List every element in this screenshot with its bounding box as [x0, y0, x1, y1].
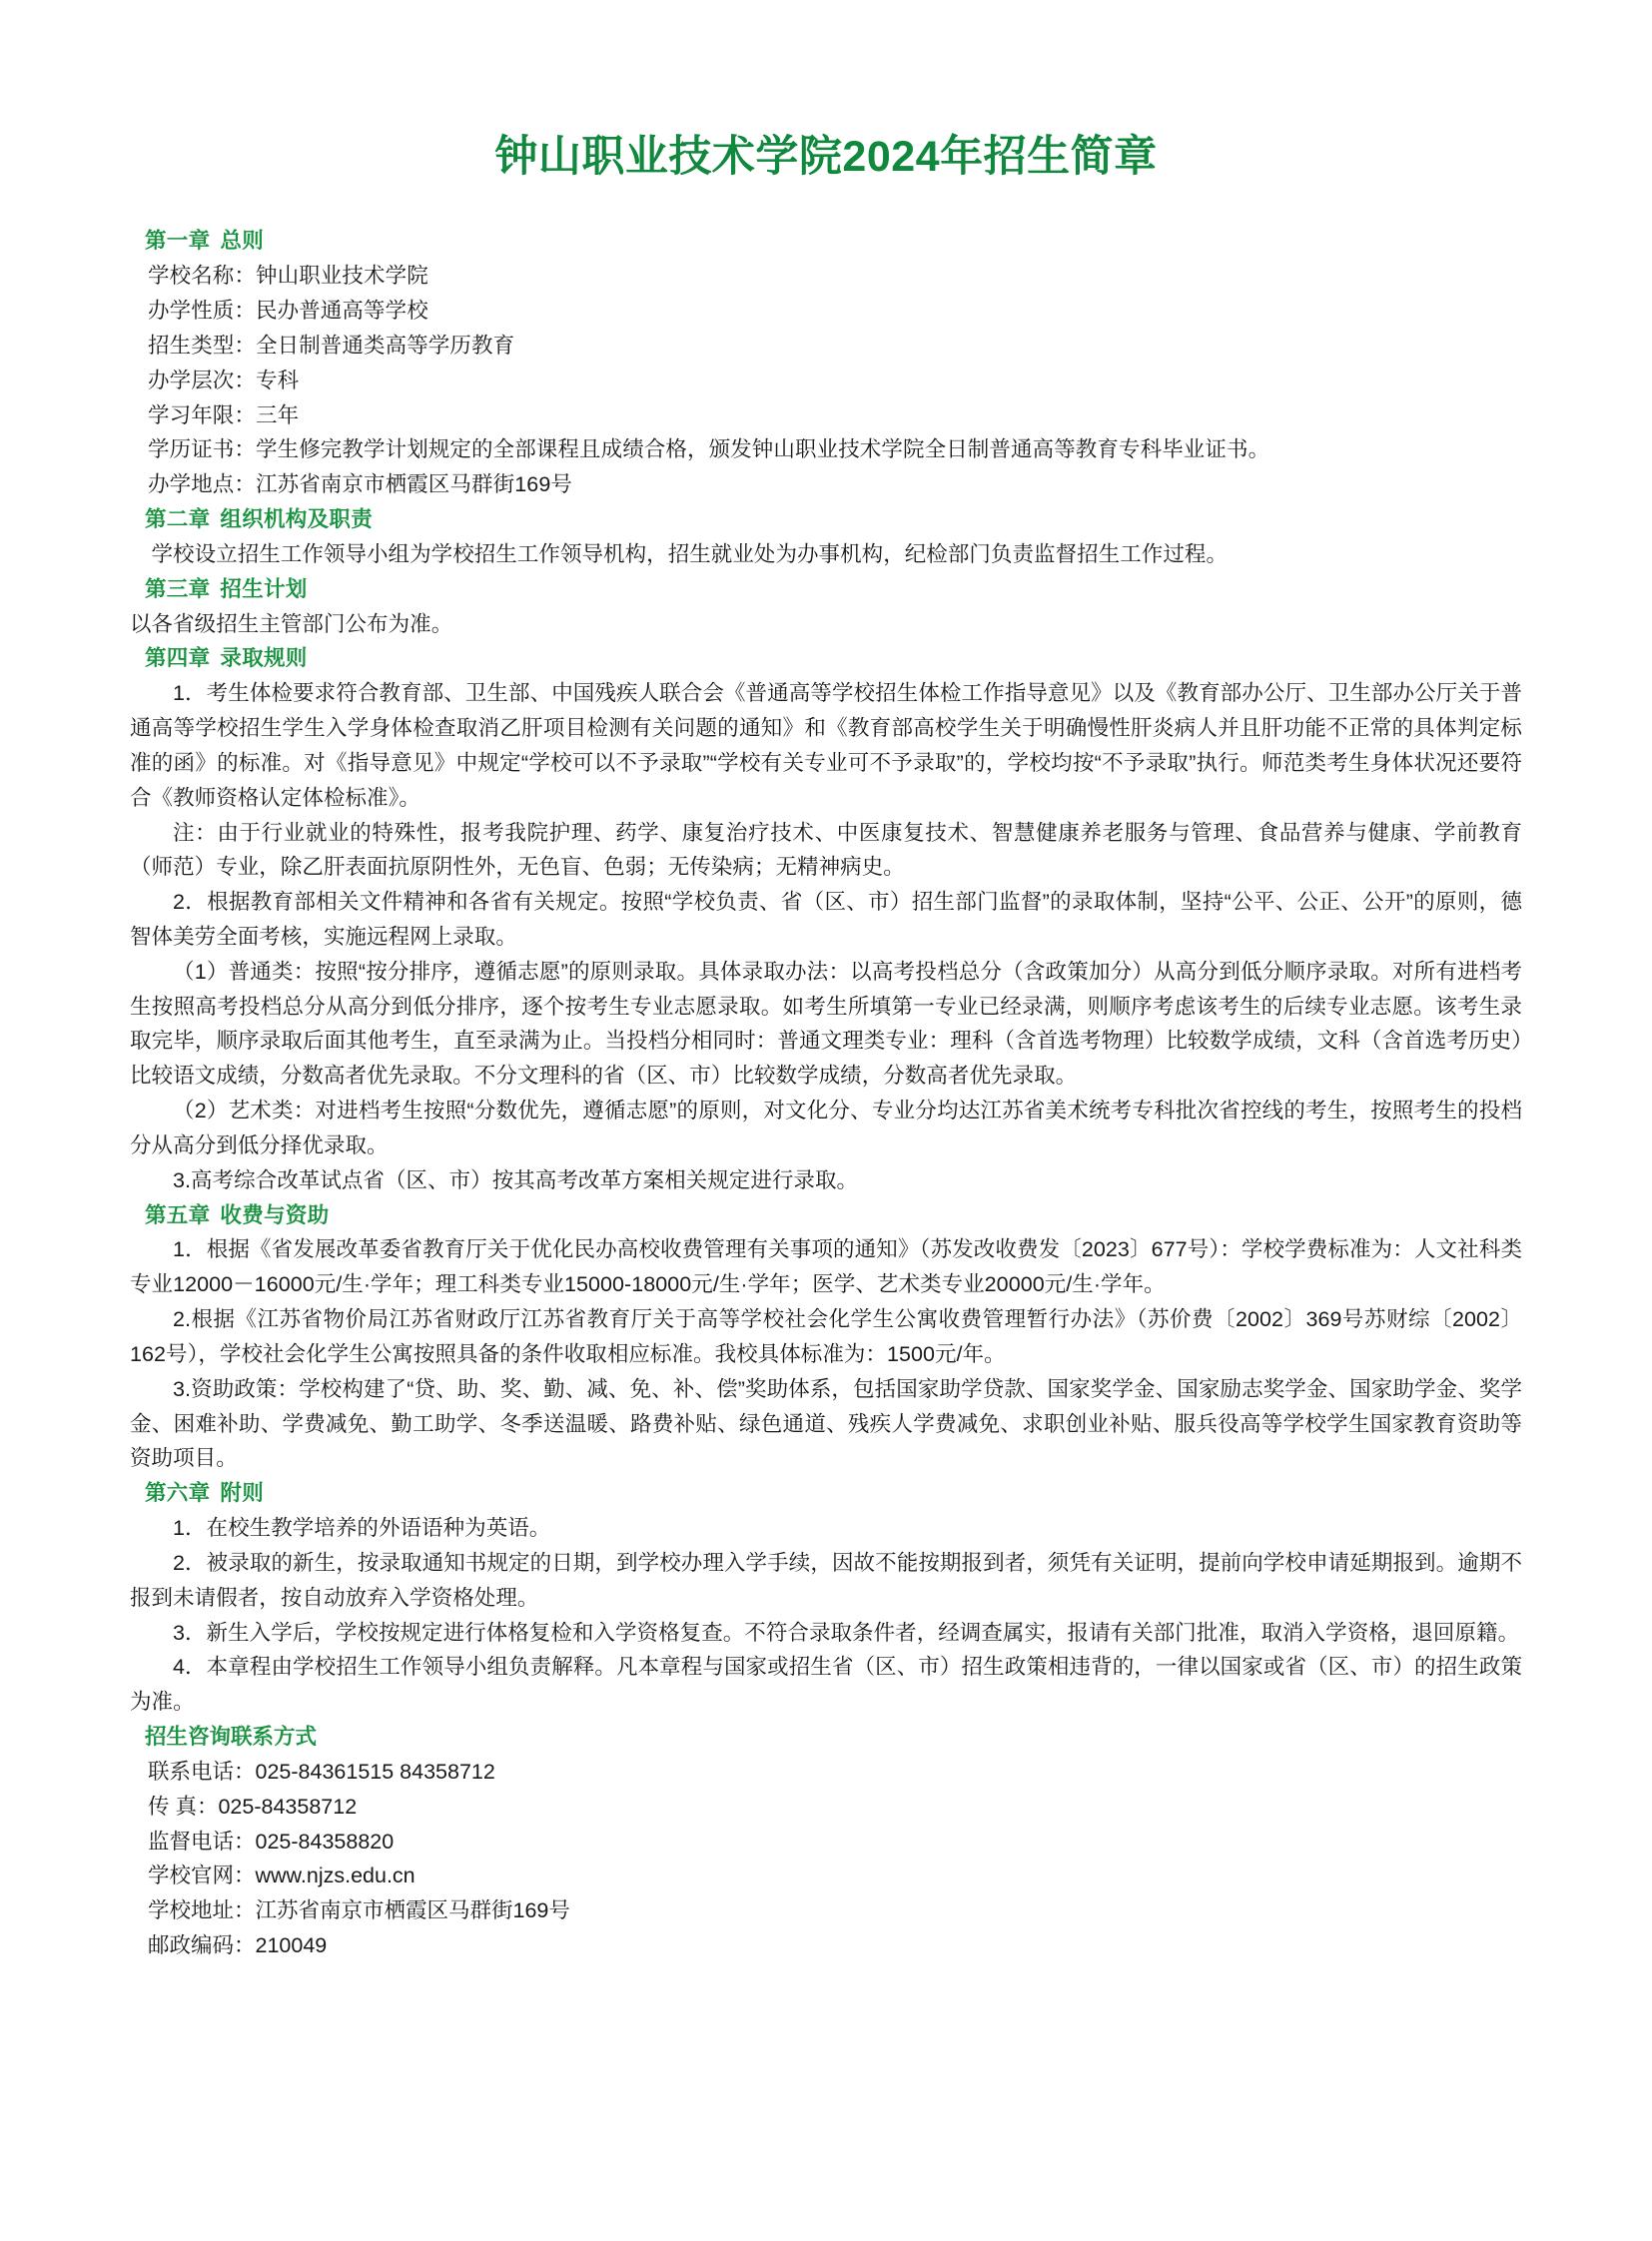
- chapter-2-name: 组织机构及职责: [220, 507, 374, 532]
- document-body: [0, 224, 1652, 1962]
- contact-supervision-phone: 监督电话：025-84358820: [148, 1829, 395, 1854]
- chapter-4-paragraph-1: 1．考生体检要求符合教育部、卫生部、中国残疾人联合会《普通高等学校招生体检工作指导意见》以及《教育部办公厅、卫生部办公厅关于普通高等学校招生学生入学身体检查取消乙肝项目检测有关问题的通知》和《教育部高校学生关于明确慢性肝炎病人并且肝功能不正常的具体判定标准的函》的标准。对《指导意见》中规定“学校可以不予录取”“学校有关专业可不予录取”的，学校均按“不予录取”执行。师范类考生身体状况还要符合《教师资格认定体检标准》。: [130, 681, 1522, 810]
- chapter-heading-6: [130, 1476, 1522, 1511]
- contact-website: 学校官网：www.njzs.edu.cn: [148, 1864, 415, 1888]
- chapter-heading-3: [130, 572, 1522, 607]
- contact-postcode: 邮政编码：210049: [148, 1933, 328, 1958]
- study-duration-line: 学习年限：三年: [148, 402, 300, 427]
- contact-phone: 联系电话：025-84361515 84358712: [148, 1759, 495, 1784]
- school-level-line: 办学层次：专科: [148, 368, 300, 392]
- chapter-2-paragraph: 学校设立招生工作领导小组为学校招生工作领导机构，招生就业处为办事机构，纪检部门负责监督招生工作过程。: [151, 541, 1229, 566]
- chapter-5-paragraph-tuition: 1．根据《省发展改革委省教育厅关于优化民办高校收费管理有关事项的通知》（苏发改收费发〔2023〕677号）：学校学费标准为：人文社科类专业12000－16000元/生·学年；理工科类专业15000-18000元/生·学年；医学、艺术类专业20000元/生·学年。: [130, 1237, 1522, 1297]
- school-nature-line: 办学性质：民办普通高等学校: [148, 299, 428, 324]
- chapter-6-number: 第六章: [145, 1481, 211, 1506]
- chapter-6-paragraph-2: 2．被录取的新生，按录取通知书规定的日期，到学校办理入学手续，因故不能按期报到者，须凭有关证明，提前向学校申请延期报到。逾期不报到未请假者，按自动放弃入学资格处理。: [130, 1550, 1522, 1610]
- contact-heading: 招生咨询联系方式: [145, 1725, 318, 1750]
- chapter-heading-4: [130, 641, 1522, 676]
- chapter-4-paragraph-3: 3.高考综合改革试点省（区、市）按其高考改革方案相关规定进行录取。: [173, 1167, 859, 1192]
- chapter-3-number: 第三章: [145, 576, 211, 601]
- chapter-heading-1: [130, 224, 1522, 259]
- chapter-4-paragraph-general-category: （1）普通类：按照“按分排序，遵循志愿”的原则录取。具体录取办法：以高考投档总分（含政策加分）从高分到低分顺序录取。对所有进档考生按照高考投档总分从高分到低分排序，逐个按考生专业志愿录取。如考生所填第一专业已经录满，则顺序考虑该考生的后续专业志愿。该考生录取完毕，顺序录取后面其他考生，直至录满为止。当投档分相同时：普通文理类专业：理科（含首选考物理）比较数学成绩，文科（含首选考历史）比较语文成绩，分数高者优先录取。不分文理科的省（区、市）比较数学成绩，分数高者优先录取。: [130, 959, 1522, 1089]
- page-title: 钟山职业技术学院2024年招生简章: [494, 133, 1158, 181]
- chapter-5-name: 收费与资助: [220, 1202, 330, 1227]
- chapter-4-paragraph-2: 2．根据教育部相关文件精神和各省有关规定。按照“学校负责、省（区、市）招生部门监督”的录取体制，坚持“公平、公正、公开”的原则，德智体美劳全面考核，实施远程网上录取。: [130, 890, 1522, 949]
- chapter-1-name: 总则: [220, 229, 265, 254]
- diploma-line: 学历证书：学生修完教学计划规定的全部课程且成绩合格，颁发钟山职业技术学院全日制普通高等教育专科毕业证书。: [148, 437, 1270, 462]
- chapter-3-name: 招生计划: [220, 576, 308, 601]
- chapter-6-paragraph-3: 3．新生入学后，学校按规定进行体格复检和入学资格复查。不符合录取条件者，经调查属实，报请有关部门批准，取消入学资格，退回原籍。: [173, 1620, 1520, 1645]
- chapter-4-number: 第四章: [145, 646, 211, 671]
- chapter-1-number: 第一章: [145, 229, 211, 254]
- chapter-2-number: 第二章: [145, 507, 211, 532]
- chapter-4-note: 注：由于行业就业的特殊性，报考我院护理、药学、康复治疗技术、中医康复技术、智慧健康养老服务与管理、食品营养与健康、学前教育（师范）专业，除乙肝表面抗原阴性外，无色盲、色弱；无传染病；无精神病史。: [130, 820, 1522, 880]
- chapter-5-paragraph-dormitory: 2.根据《江苏省物价局江苏省财政厅江苏省教育厅关于高等学校社会化学生公寓收费管理暂行办法》（苏价费〔2002〕369号苏财综〔2002〕162号），学校社会化学生公寓按照具备的条件收取相应标准。我校具体标准为：1500元/年。: [130, 1307, 1522, 1366]
- chapter-heading-2: [130, 502, 1522, 537]
- school-name-line: 学校名称：钟山职业技术学院: [148, 264, 428, 289]
- campus-location-line: 办学地点：江苏省南京市栖霞区马群街169号: [148, 472, 572, 497]
- chapter-5-number: 第五章: [145, 1202, 211, 1227]
- admission-type-line: 招生类型：全日制普通类高等学历教育: [148, 333, 515, 358]
- chapter-3-paragraph: 以各省级招生主管部门公布为准。: [130, 611, 453, 636]
- chapter-6-name: 附则: [220, 1481, 265, 1506]
- chapter-4-paragraph-art-category: （2）艺术类：对进档考生按照“分数优先，遵循志愿”的原则，对文化分、专业分均达江苏省美术统考专科批次省控线的考生，按照考生的投档分从高分到低分择优录取。: [130, 1099, 1522, 1157]
- contact-address: 学校地址：江苏省南京市栖霞区马群街169号: [148, 1898, 570, 1923]
- chapter-4-name: 录取规则: [220, 646, 308, 671]
- chapter-6-paragraph-4: 4．本章程由学校招生工作领导小组负责解释。凡本章程与国家或招生省（区、市）招生政策相违背的，一律以国家或省（区、市）的招生政策为准。: [130, 1655, 1522, 1715]
- chapter-5-paragraph-financial-aid: 3.资助政策：学校构建了“贷、助、奖、勤、减、免、补、偿”奖助体系，包括国家助学贷款、国家奖学金、国家励志奖学金、国家助学金、奖学金、困难补助、学费减免、勤工助学、冬季送温暖、路费补贴、绿色通道、残疾人学费减免、求职创业补贴、服兵役高等学校学生国家教育资助等资助项目。: [130, 1376, 1522, 1471]
- chapter-heading-5: [130, 1198, 1522, 1233]
- contact-fax: 传 真：025-84358712: [148, 1794, 358, 1819]
- chapter-6-paragraph-1: 1．在校生教学培养的外语语种为英语。: [173, 1516, 551, 1541]
